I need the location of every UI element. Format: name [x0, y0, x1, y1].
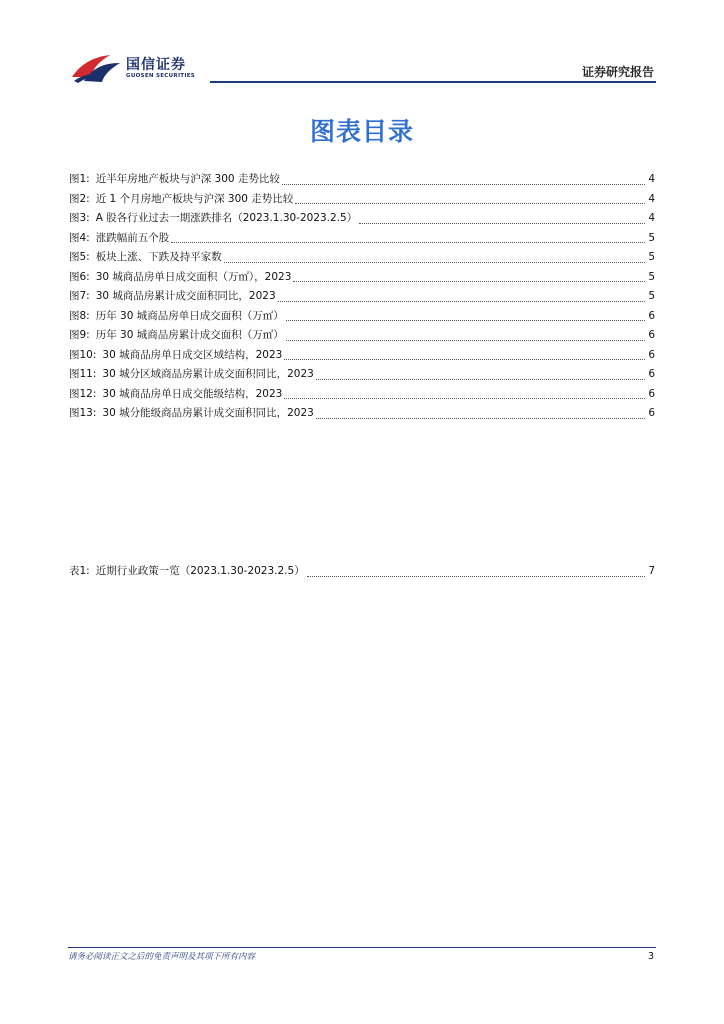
entry-page-number: 6	[648, 407, 655, 419]
entry-label: 图11:	[69, 368, 97, 380]
dot-leader	[171, 241, 645, 243]
entry-page-number: 6	[648, 309, 655, 322]
page-title: 图表目录	[309, 117, 414, 146]
entry-title: 近 1 个月房地产板块与沪深 300 走势比较	[95, 192, 294, 205]
dot-leader	[295, 202, 645, 204]
entry-title: 历年 30 城商品房单日成交面积（万㎡）	[95, 309, 284, 322]
dot-leader	[286, 319, 645, 321]
figure-entry[interactable]	[69, 209, 655, 229]
figure-entry[interactable]	[69, 346, 655, 366]
dot-leader	[282, 183, 645, 185]
entry-title: 30 城商品房单日成交区域结构，2023	[102, 348, 283, 361]
entry-page-number: 4	[648, 173, 655, 185]
entry-page-number: 5	[648, 231, 655, 244]
entry-title: 历年 30 城商品房累计成交面积（万㎡）	[95, 329, 284, 341]
dot-leader	[286, 339, 645, 341]
entry-title: 近半年房地产板块与沪深 300 走势比较	[95, 173, 280, 185]
entry-title: 30 城分区域商品房累计成交面积同比，2023	[102, 368, 314, 380]
figure-entry[interactable]	[69, 404, 655, 424]
entry-label: 图10:	[69, 348, 97, 361]
entry-page-number: 5	[648, 290, 655, 302]
entry-page-number: 4	[648, 192, 655, 205]
entry-label: 图3:	[69, 212, 90, 224]
company-name-en: GUOSEN SECURITIES	[126, 73, 196, 79]
figure-entry[interactable]	[69, 385, 655, 405]
dot-leader	[307, 575, 645, 577]
company-name-cn: 国信证券	[126, 57, 186, 73]
entry-label: 图4:	[69, 231, 90, 244]
dot-leader	[224, 261, 645, 263]
entry-page-number: 4	[648, 212, 655, 224]
entry-title: 近期行业政策一览（2023.1.30-2023.2.5）	[95, 565, 305, 577]
page-number: 3	[647, 951, 654, 962]
dot-leader	[284, 397, 645, 399]
guosen-logo-icon	[70, 51, 122, 85]
entry-label: 图2:	[69, 192, 90, 205]
dot-leader	[293, 280, 645, 282]
disclaimer-note: 请务必阅读正文之后的免责声明及其项下所有内容	[68, 952, 256, 962]
entry-label: 图13:	[69, 407, 97, 419]
entry-page-number: 6	[648, 329, 655, 341]
entry-page-number: 6	[648, 348, 655, 361]
report-type: 证券研究报告	[581, 65, 654, 79]
footer-divider	[68, 947, 656, 948]
entry-title: 30 城商品房累计成交面积同比，2023	[95, 290, 276, 302]
dot-leader	[359, 222, 645, 224]
dot-leader	[278, 300, 645, 302]
figure-entry[interactable]	[69, 326, 655, 346]
entry-label: 图9:	[69, 329, 90, 341]
entry-title: 30 城分能级商品房累计成交面积同比，2023	[102, 407, 314, 419]
entry-label: 图5:	[69, 251, 90, 263]
entry-title: 30 城商品房单日成交面积（万㎡），2023	[95, 270, 292, 283]
figure-entry[interactable]	[69, 268, 655, 288]
figure-entry[interactable]	[69, 365, 655, 385]
entry-title: 30 城商品房单日成交能级结构，2023	[102, 387, 283, 400]
header-divider	[210, 81, 656, 83]
dot-leader	[316, 417, 645, 419]
entry-title: 板块上涨、下跌及持平家数	[95, 251, 222, 263]
entry-label: 图6:	[69, 270, 90, 283]
entry-label: 图12:	[69, 387, 97, 400]
entry-page-number: 5	[648, 270, 655, 283]
dot-leader	[316, 378, 645, 380]
table-entry[interactable]	[69, 562, 655, 582]
entry-title: 涨跌幅前五个股	[95, 231, 170, 244]
figure-entry[interactable]	[69, 248, 655, 268]
dot-leader	[284, 358, 645, 360]
entry-page-number: 6	[648, 368, 655, 380]
entry-page-number: 6	[648, 387, 655, 400]
figure-entry[interactable]	[69, 170, 655, 190]
figure-entry[interactable]	[69, 307, 655, 327]
entry-label: 表1:	[69, 565, 90, 577]
entry-page-number: 7	[648, 565, 655, 577]
entry-label: 图8:	[69, 309, 90, 322]
entry-title: A 股各行业过去一期涨跌排名（2023.1.30-2023.2.5）	[95, 212, 358, 224]
entry-label: 图7:	[69, 290, 90, 302]
figure-list	[69, 170, 655, 424]
figure-entry[interactable]	[69, 229, 655, 249]
figure-entry[interactable]	[69, 287, 655, 307]
table-list	[69, 562, 655, 582]
company-logo	[70, 51, 215, 85]
figure-entry[interactable]	[69, 190, 655, 210]
entry-page-number: 5	[648, 251, 655, 263]
entry-label: 图1:	[69, 173, 90, 185]
